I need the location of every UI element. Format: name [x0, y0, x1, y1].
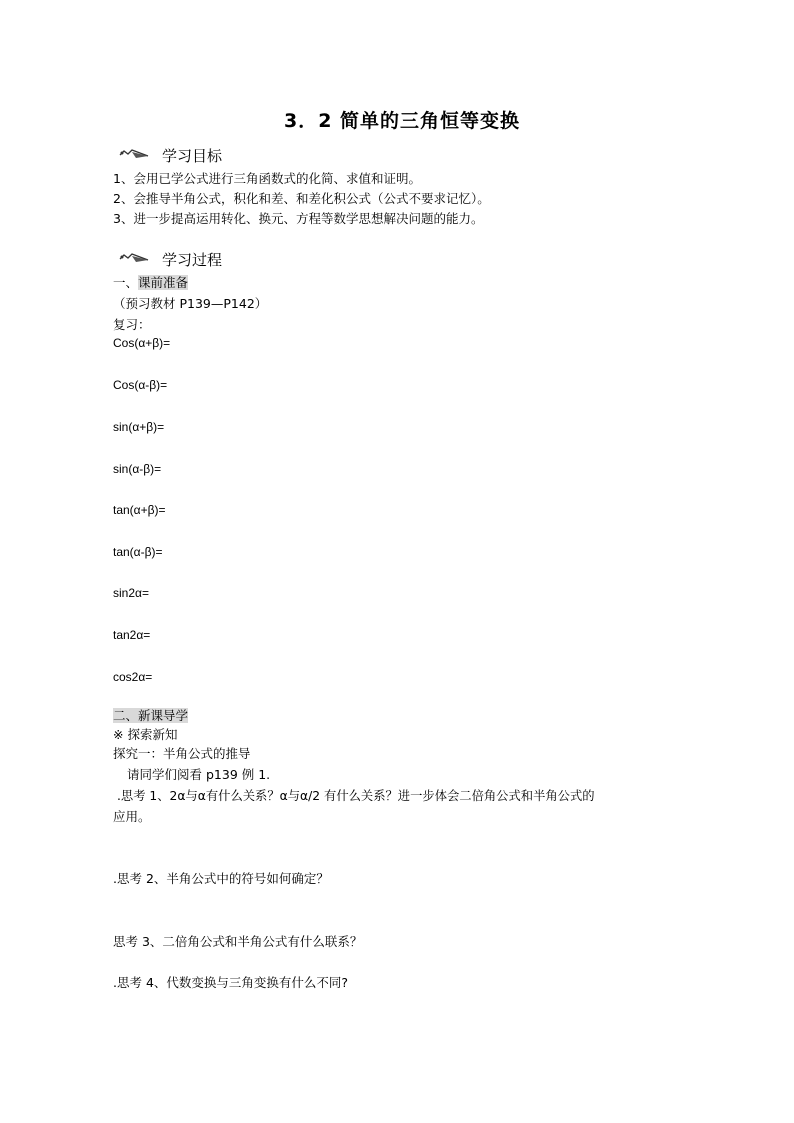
read-hint: 请同学们阅看 p139 例 1.: [127, 767, 271, 782]
formula-cos2a: cos2α=: [113, 670, 153, 684]
formula-sin-sum: sin(α+β)=: [113, 420, 165, 434]
formula-tan2a: tan2α=: [113, 628, 151, 642]
think-3: 思考 3、二倍角公式和半角公式有什么联系？: [113, 934, 363, 949]
part2-heading: [113, 706, 188, 724]
pen-icon: [118, 146, 152, 160]
formula-tan-diff: tan(α-β)=: [113, 545, 163, 559]
formula-sin-diff: sin(α-β)=: [113, 462, 162, 476]
process-heading: 学习过程: [162, 251, 223, 269]
preview-note: （预习教材 P139—P142）: [113, 296, 268, 311]
part2-title: 二、新课导学: [113, 708, 189, 723]
objective-item-2: 2、会推导半角公式，积化和差、和差化积公式（公式不要求记忆）。: [113, 191, 490, 206]
objective-item-3: 3、进一步提高运用转化、换元、方程等数学思想解决问题的能力。: [113, 211, 484, 226]
objective-item-1: 1、会用已学公式进行三角函数式的化简、求值和证明。: [113, 171, 421, 186]
pen-icon: [118, 250, 152, 264]
formula-cos-diff: Cos(α-β)=: [113, 378, 168, 392]
think-2: .思考 2、半角公式中的符号如何确定？: [113, 871, 329, 886]
explore-1: 探究一：半角公式的推导: [113, 746, 251, 761]
review-label: 复习：: [113, 317, 151, 332]
formula-tan-sum: tan(α+β)=: [113, 503, 166, 517]
part1-prefix: 一、: [113, 275, 139, 290]
part1-title: 课前准备: [138, 275, 189, 290]
think-4: .思考 4、代数变换与三角变换有什么不同?: [113, 975, 349, 990]
explore-label: ※ 探索新知: [113, 727, 178, 742]
formula-sin2a: sin2α=: [113, 586, 149, 600]
formula-cos-sum: Cos(α+β)=: [113, 336, 171, 350]
page-title: 3．2 简单的三角恒等变换: [284, 110, 521, 132]
objectives-heading: 学习目标: [162, 147, 223, 165]
think-1-line-2: 应用。: [113, 809, 151, 824]
part1-heading: [113, 273, 188, 291]
think-1-line-1: .思考 1、2α与α有什么关系？α与α/2 有什么关系？进一步体会二倍角公式和半角公式的: [117, 789, 595, 803]
